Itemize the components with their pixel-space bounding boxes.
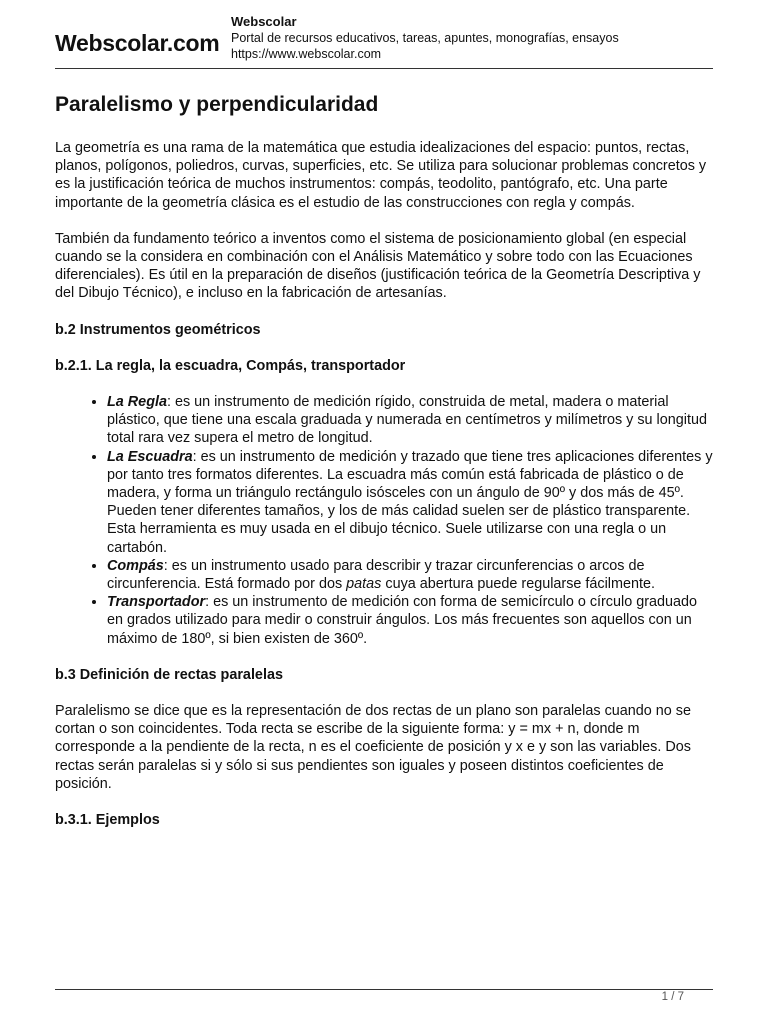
site-tagline: Portal de recursos educativos, tareas, apuntes, monografías, ensayos bbox=[231, 31, 619, 45]
desc-regla: : es un instrumento de medición rígido, construida de metal, madera o material plástico, que tiene una escala graduada y numerada en centímetros y milímetros y su longitud total rara vez supera el metro de longitud. bbox=[107, 394, 707, 447]
instruments-list bbox=[55, 393, 715, 648]
term-escuadra: La Escuadra bbox=[107, 448, 193, 465]
document-body bbox=[55, 88, 715, 847]
footer-divider bbox=[55, 989, 713, 990]
site-info bbox=[231, 14, 619, 62]
page-number: 1 / 7 bbox=[661, 991, 684, 1003]
paragraph-intro: La geometría es una rama de la matemática que estudia idealizaciones del espacio: puntos, rectas, planos, polígonos, poliedros, curvas, superficies, etc. Se utiliza para solucionar problemas concretos y es la justificación teórica de muchos instrumentos: compás, teodolito, pantógrafo, etc. Una parte importante de la geometría clásica es el estudio de las construcciones con regla y compás. bbox=[55, 140, 707, 211]
site-name: Webscolar bbox=[231, 14, 297, 29]
header-divider bbox=[55, 68, 713, 69]
list-item-transportador bbox=[107, 593, 715, 648]
emphasis-patas: patas bbox=[346, 576, 382, 593]
desc-compas-start: : es un instrumento usado para describir y trazar circunferencias o arcos de circunferencia. Está formado por dos bbox=[107, 557, 645, 593]
section-heading-b31: b.3.1. Ejemplos bbox=[55, 812, 160, 829]
page-header bbox=[55, 14, 713, 68]
desc-compas-end: cuya abertura puede regularse fácilmente. bbox=[381, 576, 655, 593]
document-title: Paralelismo y perpendicularidad bbox=[55, 93, 379, 116]
paragraph-applications: También da fundamento teórico a inventos como el sistema de posicionamiento global (en especial cuando se la considera en combinación con el Análisis Matemático y sobre todo con las Ecuaciones diferenciales). Es útil en la preparación de diseños (justificación teórica de la Geometría Descriptiva y del Dibujo Técnico), e incluso en la fabricación de artesanías. bbox=[55, 230, 701, 302]
section-heading-b21: b.2.1. La regla, la escuadra, Compás, transportador bbox=[55, 357, 406, 374]
desc-escuadra: : es un instrumento de medición y trazado que tiene tres aplicaciones diferentes y por tanto tres formatos diferentes. La escuadra más común está fabricada de plástico o de madera, y forma un triángulo rectángulo isósceles con un ángulo de 90º y dos más de 45º. Pueden tener diferentes tamaños, y los de más calidad suelen ser de plástico transparente. Esta herramienta es muy usada en el dibujo técnico. Suele utilizarse con una regla o un cartabón. bbox=[107, 448, 713, 556]
site-logo: Webscolar.com bbox=[55, 30, 220, 56]
paragraph-parallel-definition: Paralelismo se dice que es la representación de dos rectas de un plano son paralelas cuando no se cortan o son coincidentes. Toda recta se escribe de la siguiente forma: y = mx + n, donde m corresponde a la pendiente de la recta, n es el coeficiente de posición y x e y son las variables. Dos rectas serán paralelas si y sólo si sus pendientes son iguales y poseen distintos coeficientes de posición. bbox=[55, 703, 691, 792]
desc-transportador: : es un instrumento de medición con forma de semicírculo o círculo graduado en grados utilizado para medir o construir ángulos. Los más frecuentes son aquellos con un máximo de 180º, si bien existen de 360º. bbox=[107, 594, 698, 647]
list-item-escuadra bbox=[107, 448, 715, 557]
section-heading-b3: b.3 Definición de rectas paralelas bbox=[55, 666, 283, 683]
term-regla: La Regla bbox=[107, 394, 167, 411]
site-url[interactable]: https://www.webscolar.com bbox=[231, 47, 382, 61]
list-item-compas bbox=[107, 557, 715, 593]
section-heading-b2: b.2 Instrumentos geométricos bbox=[55, 321, 261, 338]
list-item-regla bbox=[107, 393, 715, 448]
term-transportador: Transportador bbox=[107, 594, 206, 611]
term-compas: Compás bbox=[107, 557, 164, 574]
